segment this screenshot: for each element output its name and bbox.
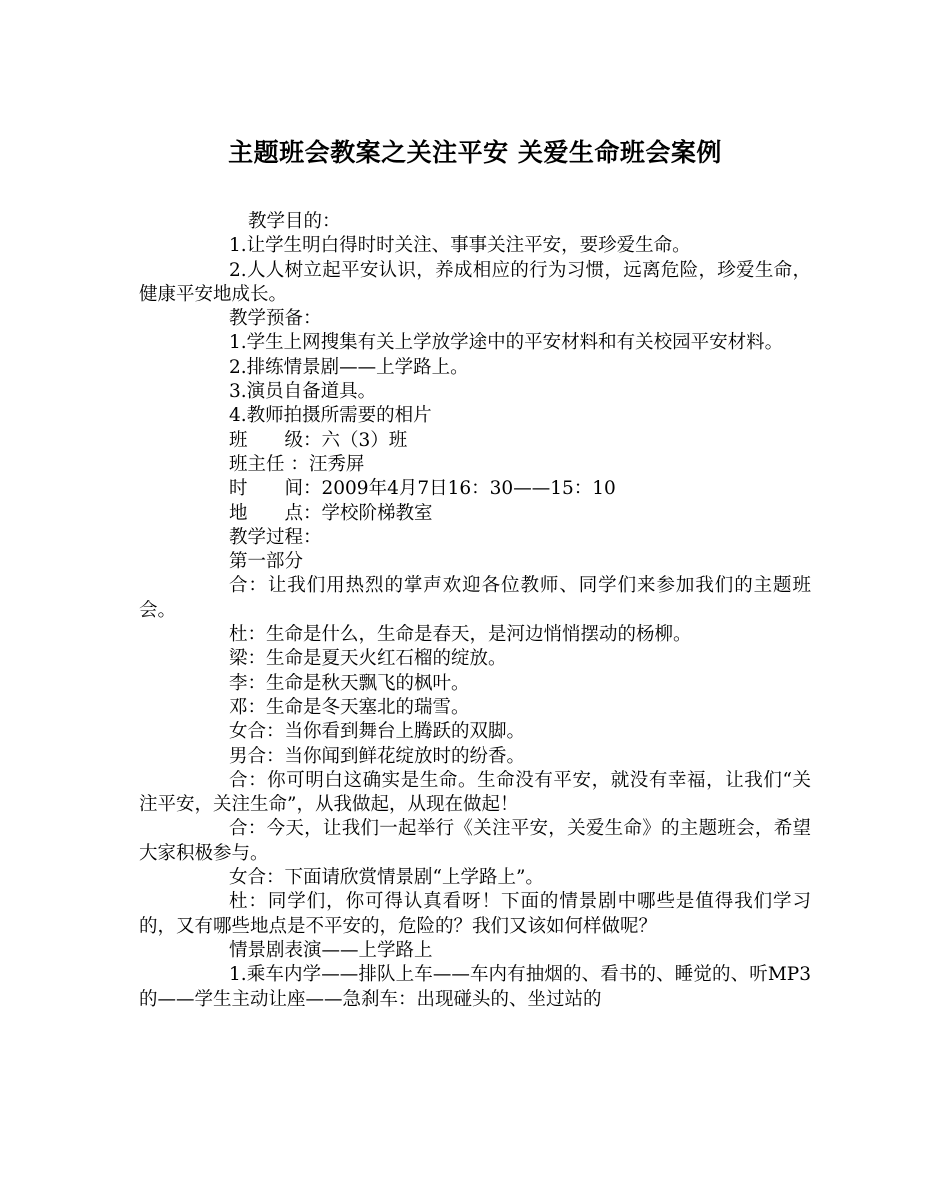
paragraph: 梁：生命是夏天火红石榴的绽放。 bbox=[229, 648, 507, 670]
paragraph: 合：你可明白这确实是生命。生命没有平安，就没有幸福，让我们“关注平安，关注生命”，从我做起，从现在做起！ bbox=[139, 769, 811, 816]
paragraph-class-info: 班 级：六（3）班 bbox=[229, 429, 408, 451]
paragraph: 合：让我们用热烈的掌声欢迎各位教师、同学们来参加我们的主题班会。 bbox=[139, 575, 811, 621]
paragraph: 杜：生命是什么，生命是春天，是河边悄悄摆动的杨柳。 bbox=[229, 624, 692, 646]
paragraph: 女合：下面请欣赏情景剧“上学路上”。 bbox=[229, 867, 544, 889]
paragraph: 女合：当你看到舞台上腾跃的双脚。 bbox=[229, 721, 526, 743]
document-body bbox=[139, 210, 811, 1012]
paragraph: 杜：同学们，你可得认真看呀！下面的情景剧中哪些是值得我们学习的，又有哪些地点是不平安的，危险的？我们又该如何样做呢？ bbox=[139, 891, 811, 937]
paragraph-objectives-heading: 教学目的： bbox=[248, 211, 341, 232]
paragraph: 邓：生命是冬天塞北的瑞雪。 bbox=[229, 696, 470, 718]
paragraph: 2.排练情景剧——上学路上。 bbox=[229, 356, 469, 378]
paragraph-preparation-heading: 教学预备： bbox=[229, 308, 322, 330]
paragraph-teacher-info: 班主任 ：汪秀屏 bbox=[229, 453, 365, 475]
paragraph: 2.人人树立起平安认识，养成相应的行为习惯，远离危险，珍爱生命，健康平安地成长。 bbox=[139, 259, 811, 305]
paragraph-time-info: 时 间：2009年4月7日16：30——15：10 bbox=[229, 478, 616, 500]
paragraph: 合：今天，让我们一起举行《关注平安，关爱生命》的主题班会，希望大家积极参与。 bbox=[139, 818, 811, 864]
paragraph-process-heading: 教学过程： bbox=[229, 526, 322, 548]
paragraph: 1.学生上网搜集有关上学放学途中的平安材料和有关校园平安材料。 bbox=[229, 332, 784, 354]
paragraph: 男合：当你闻到鲜花绽放时的纷香。 bbox=[229, 745, 526, 767]
paragraph-part-heading: 第一部分 bbox=[229, 551, 304, 573]
paragraph: 4.教师拍摄所需要的相片 bbox=[229, 405, 432, 427]
document-title: 主题班会教案之关注平安 关爱生命班会案例 bbox=[228, 138, 722, 167]
paragraph: 3.演员自备道具。 bbox=[229, 381, 377, 403]
paragraph: 李：生命是秋天飘飞的枫叶。 bbox=[229, 672, 470, 694]
paragraph: 1.乘车内学——排队上车——车内有抽烟的、看书的、睡觉的、听MP3的——学生主动让座——急刹车：出现碰头的、坐过站的 bbox=[139, 964, 811, 1010]
paragraph-skit-heading: 情景剧表演——上学路上 bbox=[229, 939, 433, 961]
paragraph-location-info: 地 点：学校阶梯教室 bbox=[229, 502, 433, 524]
paragraph: 1.让学生明白得时时关注、事事关注平安，要珍爱生命。 bbox=[229, 235, 691, 257]
